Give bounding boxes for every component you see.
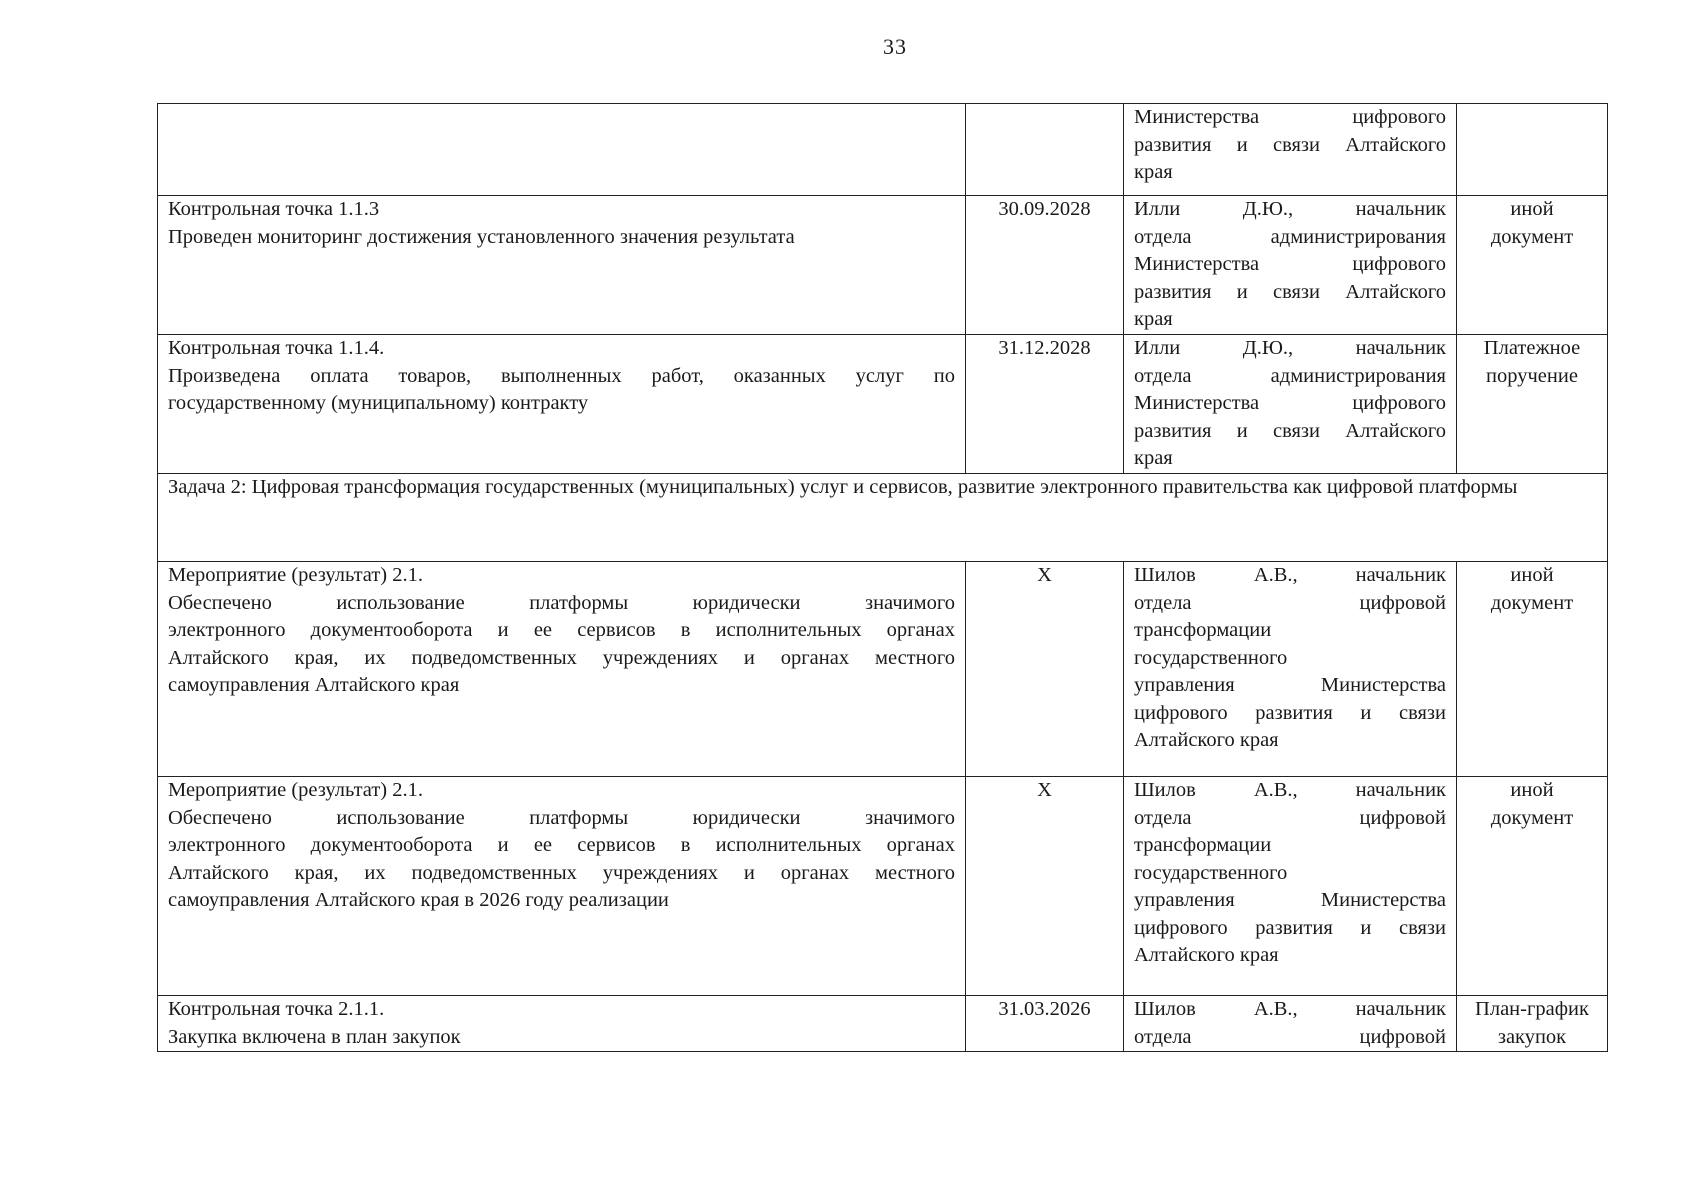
- responsible-line: Шилов А.В., начальник: [1134, 998, 1446, 1020]
- responsible-cell: [1124, 335, 1457, 474]
- document-line: поручение: [1486, 364, 1578, 387]
- date-cell: 31.12.2028: [966, 335, 1124, 474]
- responsible-line: развития и связи Алтайского: [1134, 133, 1446, 156]
- responsible-line: управления Министерства: [1134, 674, 1446, 696]
- activity-cell: [158, 104, 966, 196]
- table-row: [158, 104, 1608, 196]
- date-cell: X: [966, 777, 1124, 996]
- activity-text: Алтайского края, их подведомственных учреждениях и органах местного: [168, 861, 955, 884]
- responsible-line: Илли Д.Ю., начальник: [1134, 337, 1446, 359]
- document-line: иной: [1510, 198, 1554, 220]
- activity-text: Проведен мониторинг достижения установленного значения результата: [168, 225, 795, 248]
- responsible-line: Шилов А.В., начальник: [1134, 779, 1446, 801]
- activity-text: Алтайского края, их подведомственных учреждениях и органах местного: [168, 646, 955, 669]
- activity-text: самоуправления Алтайского края в 2026 году реализации: [168, 889, 669, 911]
- document-cell: [1457, 996, 1608, 1052]
- table-row: [158, 196, 1608, 335]
- table-row: [158, 335, 1608, 474]
- activity-text: Закупка включена в план закупок: [168, 1025, 461, 1048]
- document-line: документ: [1490, 591, 1574, 614]
- document-line: иной: [1510, 779, 1554, 801]
- date-cell: X: [966, 562, 1124, 777]
- responsible-cell: [1124, 777, 1457, 996]
- responsible-line: Шилов А.В., начальник: [1134, 564, 1446, 586]
- table-row: [158, 777, 1608, 996]
- responsible-line: цифрового развития и связи: [1134, 701, 1446, 724]
- responsible-cell: [1124, 104, 1457, 196]
- document-cell: [1457, 777, 1608, 996]
- document-line: План-график: [1475, 998, 1589, 1020]
- responsible-line: государственного: [1134, 861, 1288, 884]
- activity-text: электронного документооборота и ее сервисов в исполнительных органах: [168, 619, 955, 641]
- document-line: Платежное: [1483, 337, 1581, 359]
- document-line: документ: [1490, 806, 1574, 829]
- activity-text: самоуправления Алтайского края: [168, 674, 460, 696]
- document-cell: [1457, 562, 1608, 777]
- document-cell: [1457, 104, 1608, 196]
- responsible-line: края: [1134, 308, 1173, 330]
- responsible-line: отдела администрирования: [1134, 364, 1446, 387]
- document-cell: [1457, 335, 1608, 474]
- responsible-cell: [1124, 196, 1457, 335]
- responsible-line: края: [1134, 161, 1173, 183]
- responsible-line: Министерства цифрового: [1134, 392, 1446, 414]
- activity-cell: [158, 562, 966, 777]
- responsible-cell: [1124, 996, 1457, 1052]
- activity-title: Контрольная точка 2.1.1.: [168, 998, 385, 1020]
- responsible-line: Министерства цифрового: [1134, 106, 1446, 128]
- responsible-line: края: [1134, 447, 1173, 469]
- document-line: документ: [1490, 225, 1574, 248]
- activity-text: Обеспечено использование платформы юридически значимого: [168, 591, 955, 614]
- date-cell: 30.09.2028: [966, 196, 1124, 335]
- activity-cell: [158, 996, 966, 1052]
- responsible-line: отдела цифровой: [1134, 1025, 1446, 1048]
- activity-cell: [158, 196, 966, 335]
- date-cell: [966, 104, 1124, 196]
- responsible-line: управления Министерства: [1134, 889, 1446, 911]
- document-cell: [1457, 196, 1608, 335]
- activity-text: электронного документооборота и ее сервисов в исполнительных органах: [168, 834, 955, 856]
- activity-text: Обеспечено использование платформы юридически значимого: [168, 806, 955, 829]
- responsible-line: отдела цифровой: [1134, 806, 1446, 829]
- activity-title: Мероприятие (результат) 2.1.: [168, 779, 424, 801]
- responsible-line: Алтайского края: [1134, 944, 1279, 966]
- table-row: [158, 996, 1608, 1052]
- activity-text: государственному (муниципальному) контракту: [168, 392, 589, 414]
- plan-table: [157, 103, 1608, 1052]
- activity-title: Контрольная точка 1.1.3: [168, 198, 380, 220]
- responsible-line: Илли Д.Ю., начальник: [1134, 198, 1446, 220]
- responsible-line: трансформации: [1134, 619, 1272, 641]
- responsible-line: Министерства цифрового: [1134, 253, 1446, 275]
- document-line: закупок: [1497, 1025, 1567, 1048]
- responsible-line: Алтайского края: [1134, 729, 1279, 751]
- responsible-cell: [1124, 562, 1457, 777]
- task-row: [158, 474, 1608, 562]
- responsible-line: трансформации: [1134, 834, 1272, 856]
- responsible-line: отдела цифровой: [1134, 591, 1446, 614]
- task-cell: Задача 2: Цифровая трансформация государственных (муниципальных) услуг и сервисов, развитие электронного правительства как цифровой платформы: [158, 474, 1608, 562]
- responsible-line: развития и связи Алтайского: [1134, 280, 1446, 303]
- activity-title: Контрольная точка 1.1.4.: [168, 337, 385, 359]
- date-cell: 31.03.2026: [966, 996, 1124, 1052]
- responsible-line: цифрового развития и связи: [1134, 916, 1446, 939]
- responsible-line: отдела администрирования: [1134, 225, 1446, 248]
- responsible-line: государственного: [1134, 646, 1288, 669]
- document-line: иной: [1510, 564, 1554, 586]
- activity-text: Произведена оплата товаров, выполненных работ, оказанных услуг по: [168, 364, 955, 387]
- page-number: 33: [883, 34, 907, 59]
- activity-cell: [158, 335, 966, 474]
- activity-title: Мероприятие (результат) 2.1.: [168, 564, 424, 586]
- table-row: [158, 562, 1608, 777]
- activity-cell: [158, 777, 966, 996]
- responsible-line: развития и связи Алтайского: [1134, 419, 1446, 442]
